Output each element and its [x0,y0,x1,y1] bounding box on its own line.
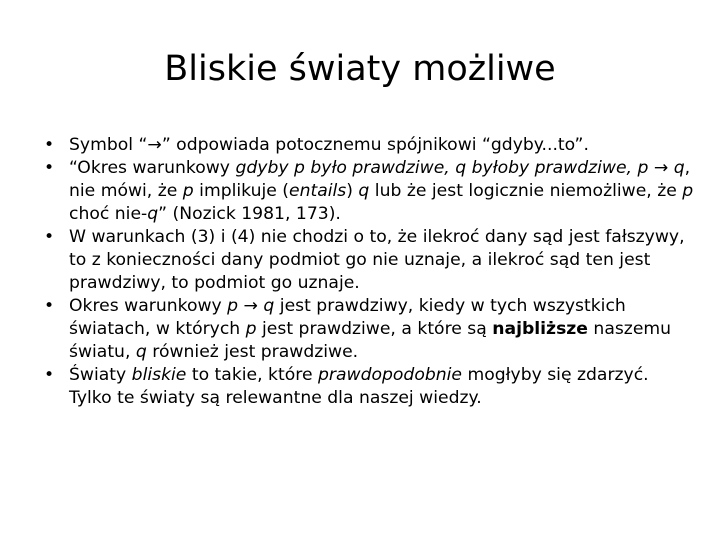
bullet-marker: • [44,365,55,385]
bullet-text-segment: p [682,181,694,201]
bullet-text-segment: implikuje ( [193,181,289,201]
bullet-text-segment: entails [289,181,347,201]
bullet-item [44,134,694,157]
bullet-text-segment: → [147,135,162,155]
bullet-text-segment: p [245,319,257,339]
bullet-marker: • [44,296,55,316]
bullet-marker: • [44,158,55,178]
bullet-text-segment: choć nie- [69,204,148,224]
bullet-text-segment: p [182,181,194,201]
bullet-text-segment: p [227,296,239,316]
bullet-text-segment: q [263,296,275,316]
bullet-text-segment: bliskie [131,365,187,385]
bullet-text-segment: Światy [69,365,132,385]
bullet-item [44,226,694,295]
bullet-text-segment: to takie, które [186,365,318,385]
bullet-text-segment: najbliższe [492,319,588,339]
bullet-text-segment: naszemu światu, [69,319,672,362]
bullet-text-segment: → [648,158,674,178]
bullet-item [44,295,694,364]
bullet-text-segment: q [358,181,370,201]
bullet-text-segment: ” (Nozick 1981, 173). [158,204,341,224]
bullet-text-segment: Symbol “ [69,135,148,155]
bullet-text-segment: ” odpowiada potocznemu spójnikowi “gdyby...to”. [161,135,589,155]
bullet-text-segment: jest prawdziwe, a które są [256,319,493,339]
bullet-text-segment: q [673,158,685,178]
bullet-text-segment: W warunkach (3) i (4) nie chodzi o to, że ilekroć dany sąd jest fałszywy, to z konieczności dany podmiot go nie uznaje, a ilekroć sąd ten jest prawdziwy, to podmiot go uznaje. [69,227,685,293]
bullet-item [44,157,694,226]
bullet-text-segment: “Okres warunkowy [69,158,236,178]
bullet-marker: • [44,227,55,247]
bullet-text-segment: q [135,342,147,362]
bullet-text-segment: jest prawdziwy, kiedy w tych wszystkich światach, w których [69,296,626,339]
bullet-marker: • [44,135,55,155]
bullet-text-segment: ) [346,181,359,201]
bullet-text-segment: q [147,204,159,224]
bullet-text-segment: lub że jest logicznie niemożliwe, że [369,181,683,201]
bullet-text-segment: gdyby p było prawdziwe, q byłoby prawdziwe, p [235,158,649,178]
bullet-text-segment: mogłyby się zdarzyć. Tylko te światy są relewantne dla naszej wiedzy. [69,365,649,408]
bullet-text-segment: Okres warunkowy [69,296,228,316]
bullet-list [44,134,694,410]
bullet-text-segment: → [238,296,264,316]
bullet-item [44,364,694,410]
bullet-text-segment: prawdopodobnie [318,365,462,385]
bullet-text-segment: również jest prawdziwe. [146,342,359,362]
slide-title: Bliskie światy możliwe [164,49,556,89]
bullet-text-segment: , nie mówi, że [69,158,691,201]
